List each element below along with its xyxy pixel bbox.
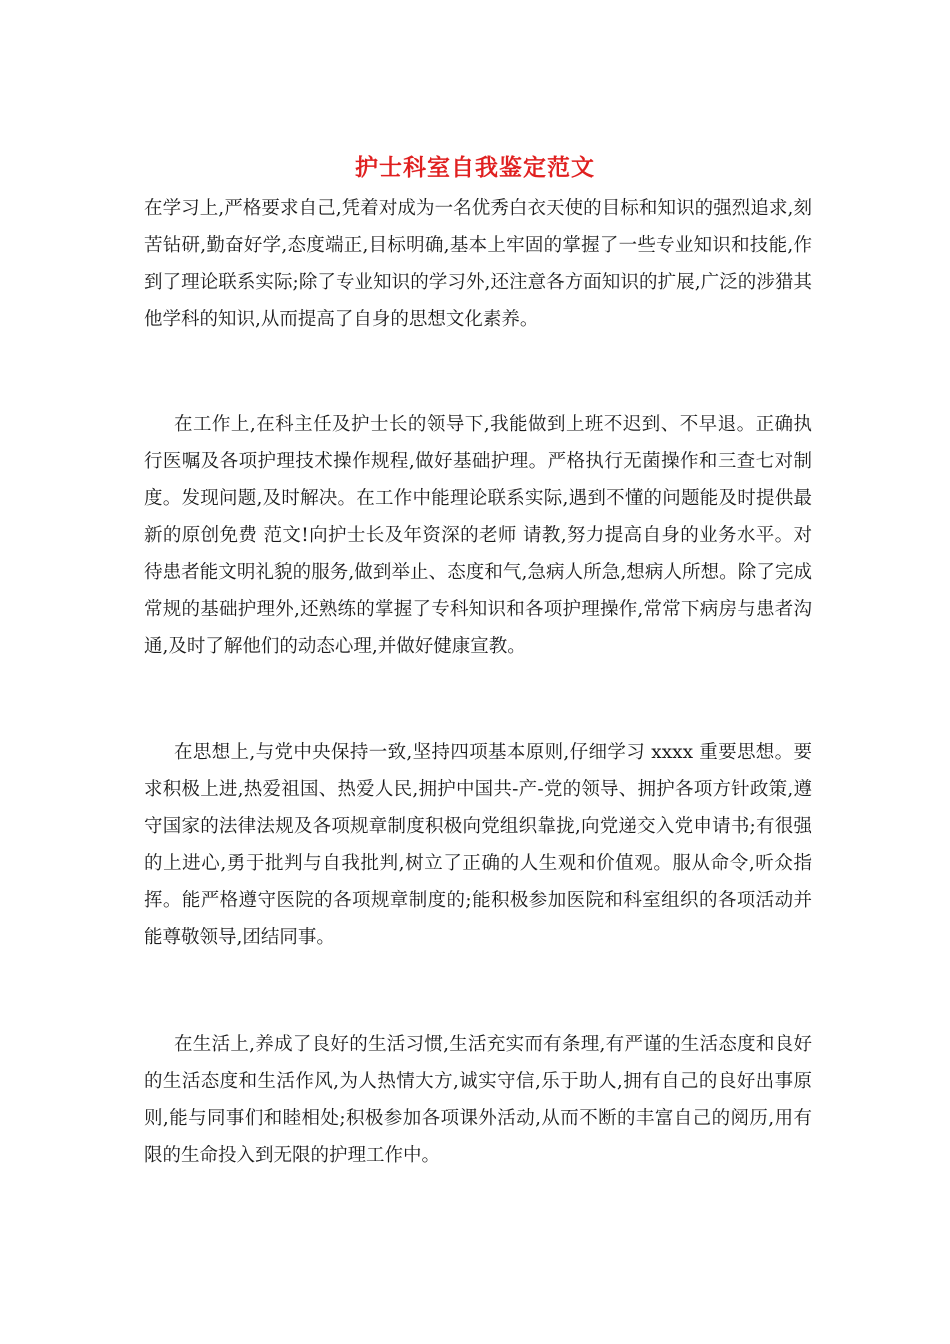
- paragraph-study: 在学习上,严格要求自己,凭着对成为一名优秀白衣天使的目标和知识的强烈追求,刻苦钻研,勤奋好学,态度端正,目标明确,基本上牢固的掌握了一些专业知识和技能,作到了理论联系实际;除了专业知识的学习外,还注意各方面知识的扩展,广泛的涉猎其他学科的知识,从而提高了自身的思想文化素养。: [144, 198, 812, 330]
- paragraph-work: 在工作上,在科主任及护士长的领导下,我能做到上班不迟到、不早退。正确执行医嘱及各项护理技术操作规程,做好基础护理。严格执行无菌操作和三查七对制度。发现问题,及时解决。在工作中能理论联系实际,遇到不懂的问题能及时提供最新的原创免费 范文!向护士长及年资深的老师 请教,努力提高自身的业务水平。对待患者能文明礼貌的服务,做到举止、态度和气,急病人所急,想病人所想。除了完成常规的基础护理外,还熟练的掌握了专科知识和各项护理操作,常常下病房与患者沟通,及时了解他们的动态心理,并做好健康宣教。: [144, 414, 812, 657]
- document-title: 护士科室自我鉴定范文: [355, 154, 595, 181]
- paragraph-life: 在生活上,养成了良好的生活习惯,生活充实而有条理,有严谨的生活态度和良好的生活态度和生活作风,为人热情大方,诚实守信,乐于助人,拥有自己的良好出事原则,能与同事们和睦相处;积极参加各项课外活动,从而不断的丰富自己的阅历,用有限的生命投入到无限的护理工作中。: [144, 1034, 812, 1166]
- paragraph-ideology: 在思想上,与党中央保持一致,坚持四项基本原则,仔细学习 xxxx 重要思想。要求积极上进,热爱祖国、热爱人民,拥护中国共-产-党的领导、拥护各项方针政策,遵守国家的法律法规及各项规章制度积极向党组织靠拢,向党递交入党申请书;有很强的上进心,勇于批判与自我批判,树立了正确的人生观和价值观。服从命令,听众指挥。能严格遵守医院的各项规章制度的;能积极参加医院和科室组织的各项活动并能尊敬领导,团结同事。: [144, 742, 812, 948]
